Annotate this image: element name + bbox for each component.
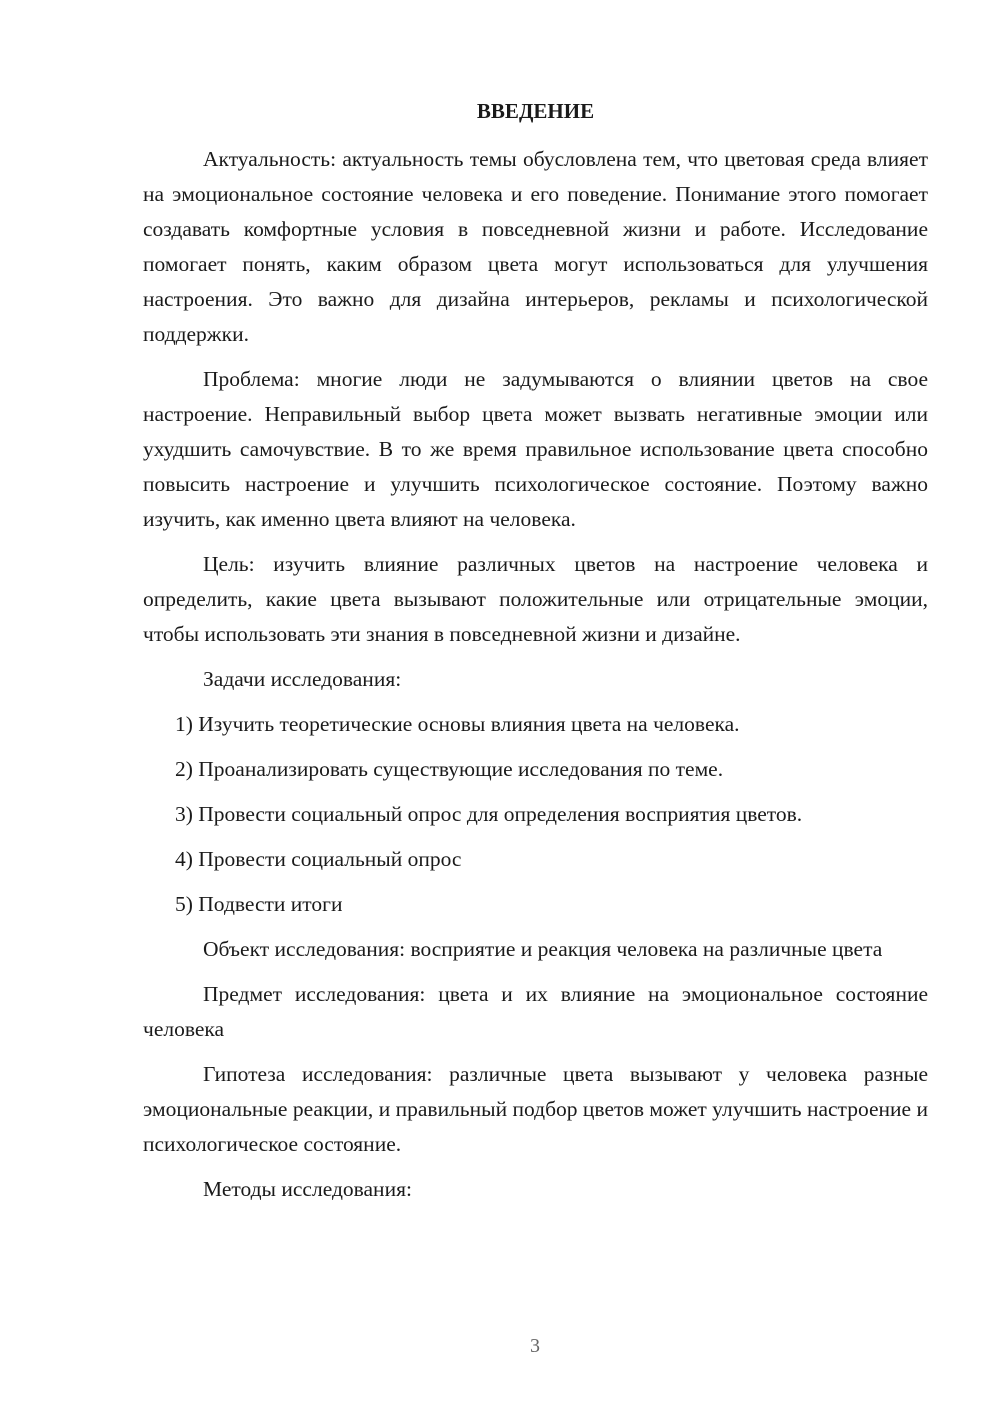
paragraph-object: Объект исследования: восприятие и реакция человека на различные цвета: [203, 937, 883, 961]
tasks-list: [143, 707, 928, 922]
paragraph-subject: Предмет исследования: цвета и их влияние на эмоциональное состояние человека: [143, 982, 928, 1041]
paragraph-tasks-heading: Задачи исследования:: [203, 667, 402, 691]
list-item: 4) Провести социальный опрос: [175, 847, 462, 871]
list-item: 3) Провести социальный опрос для определения восприятия цветов.: [175, 802, 803, 826]
page-number: 3: [530, 1335, 540, 1357]
list-item: 2) Проанализировать существующие исследования по теме.: [175, 757, 724, 781]
paragraph-hypothesis: Гипотеза исследования: различные цвета вызывают у человека разные эмоциональные реакции, и правильный подбор цветов может улучшить настроение и психологическое состояние.: [143, 1062, 928, 1156]
paragraph-methods-heading: Методы исследования:: [203, 1177, 412, 1201]
paragraph-goal: Цель: изучить влияние различных цветов на настроение человека и определить, какие цвета вызывают положительные или отрицательные эмоции, чтобы использовать эти знания в повседневной жизни и дизайне.: [143, 552, 928, 646]
list-item: 5) Подвести итоги: [175, 892, 343, 916]
section-title: ВВЕДЕНИЕ: [476, 99, 595, 123]
document-body: [143, 142, 928, 1217]
list-item: 1) Изучить теоретические основы влияния цвета на человека.: [175, 712, 740, 736]
paragraph-problem: Проблема: многие люди не задумываются о влиянии цветов на свое настроение. Неправильный выбор цвета может вызвать негативные эмоции или ухудшить самочувствие. В то же время правильное использование цвета способно повысить настроение и улучшить психологическое состояние. Поэтому важно изучить, как именно цвета влияют на человека.: [143, 367, 928, 531]
paragraph-relevance: Актуальность: актуальность темы обусловлена тем, что цветовая среда влияет на эмоциональное состояние человека и его поведение. Понимание этого помогает создавать комфортные условия в повседневной жизни и работе. Исследование помогает понять, каким образом цвета могут использоваться для улучшения настроения. Это важно для дизайна интерьеров, рекламы и психологической поддержки.: [143, 147, 928, 346]
